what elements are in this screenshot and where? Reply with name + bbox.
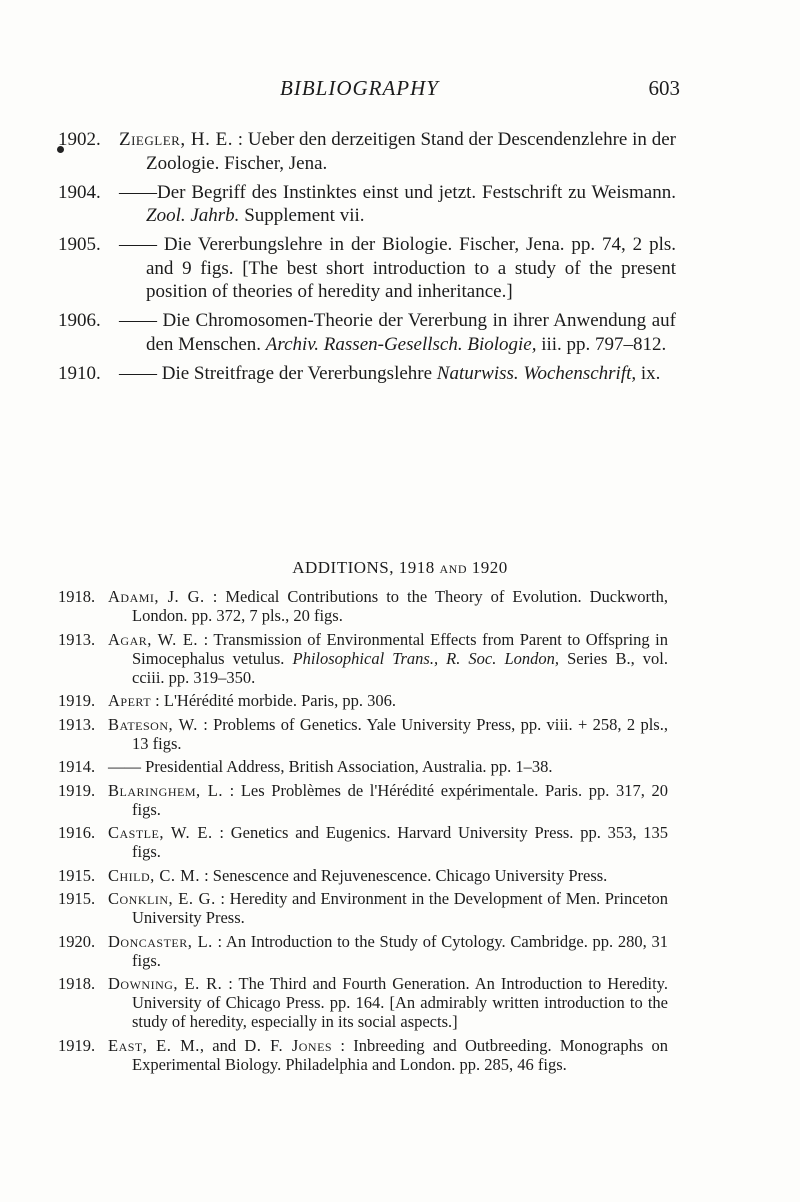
entry-year: 1906. (58, 310, 101, 331)
entry-author: Ziegler, H. E. (119, 129, 233, 150)
entry-text (108, 974, 668, 1031)
entry-year: 1918. (58, 587, 96, 606)
bibliography-entry (0, 128, 800, 175)
entry-segment: : Problems of Genetics. Yale University Press, pp. viii. + 258, 2 pls., 13 figs. (132, 714, 668, 753)
bibliography-entry (0, 757, 800, 776)
bibliography-entry (0, 309, 800, 356)
entry-author: Blaringhem, L. (108, 780, 223, 800)
entry-year: 1905. (58, 234, 101, 255)
entry-text (108, 931, 668, 970)
entry-segment: : Les Problèmes de l'Hérédité expérimentale. Paris. pp. 317, 20 figs. (132, 780, 668, 819)
entry-year: 1910. (58, 362, 101, 384)
entry-text (108, 714, 668, 753)
entry-segment: : Ueber den derzeitigen Stand der Descendenzlehre in der Zoologie. Fischer, Jena. (146, 129, 676, 174)
entry-segment: : L'Hérédité morbide. Paris, pp. 306. (151, 691, 396, 710)
bibliography-entry (0, 181, 800, 228)
entry-journal: Archiv. Rassen-Gesellsch. Biologie, (265, 333, 537, 355)
bibliography-entry (0, 932, 800, 970)
entry-author: Doncaster, L. (108, 931, 213, 951)
bibliography-entry (0, 1036, 800, 1074)
entry-author: Apert (108, 691, 152, 710)
bibliography-entry (0, 781, 800, 819)
entry-year: 1919. (58, 691, 96, 710)
entry-year: 1919. (58, 1035, 96, 1055)
additions-list (0, 587, 800, 1078)
bibliography-entry (0, 866, 800, 885)
entry-segment: : Genetics and Eugenics. Harvard University Press. pp. 353, 135 figs. (132, 823, 668, 861)
bibliography-entry (0, 233, 800, 304)
entry-segment: ——Der Begriff des Instinktes einst und jetzt. Festschrift zu Weismann. (119, 181, 676, 203)
entry-segment: : An Introduction to the Study of Cytology. Cambridge. pp. 280, 31 figs. (132, 931, 668, 970)
entry-text (119, 233, 676, 304)
entry-year: 1915. (58, 889, 96, 908)
entry-segment: —— Die Vererbungslehre in der Biologie. Fischer, Jena. pp. 74, 2 pls. and 9 figs. [The best short introduction to a study of the present position of theories of heredity and inheritance.] (119, 234, 676, 302)
bibliography-entry (0, 889, 800, 927)
entry-year: 1913. (58, 714, 96, 734)
entry-journal: Zool. Jahrb. (146, 205, 240, 226)
entry-segment: —— Presidential Address, British Association, Australia. pp. 1–38. (108, 757, 553, 776)
entry-text (119, 128, 676, 175)
entry-text (119, 362, 676, 386)
entry-text (108, 691, 668, 710)
bibliography-entry (0, 587, 800, 625)
entry-year: 1902. (58, 129, 101, 150)
bibliography-entry (0, 974, 800, 1031)
entry-segment: iii. pp. 797–812. (536, 333, 667, 355)
entry-author: Child, C. M. (108, 865, 200, 885)
entry-segment: : Senescence and Rejuvenescence. Chicago University Press. (199, 865, 608, 885)
bibliography-entry (0, 691, 800, 710)
entry-author: Conklin, E. G. (108, 889, 216, 908)
entry-segment: Supplement vii. (239, 205, 365, 226)
entry-year: 1904. (58, 181, 101, 203)
entry-segment: —— Die Chromosomen-Theorie der Vererbung in ihrer Anwendung auf den Menschen. (119, 310, 676, 355)
entry-year: 1915. (58, 865, 96, 885)
entry-segment: , and (199, 1035, 245, 1055)
bibliography-list (0, 128, 800, 391)
page-number: 603 (648, 76, 680, 100)
entry-text (108, 587, 668, 625)
entry-text (108, 629, 668, 687)
entry-segment: : Medical Contributions to the Theory of Evolution. Duckworth, London. pp. 372, 7 pls., 20 figs. (132, 587, 668, 625)
entry-text (108, 780, 668, 819)
entry-year: 1913. (58, 629, 96, 649)
entry-author: Agar, W. E. (108, 629, 199, 649)
entry-segment: ix. (636, 362, 661, 384)
entry-author: East, E. M. (108, 1035, 200, 1055)
entry-segment: : The Third and Fourth Generation. An Introduction to Heredity. University of Chicago Press. pp. 164. [An admirably written introduction to the study of heredity, especially in its social aspects.] (132, 974, 668, 1031)
entry-segment: : Inbreeding and Outbreeding. Monographs on Experimental Biology. Philadelphia and London. pp. 285, 46 figs. (132, 1035, 668, 1074)
entry-text (108, 757, 668, 776)
entry-year: 1918. (58, 974, 96, 993)
entry-segment: : Heredity and Environment in the Development of Men. Princeton University Press. (132, 889, 668, 927)
bibliography-entry (0, 362, 800, 386)
entry-author: Adami, J. G. (108, 587, 205, 606)
entry-text (108, 823, 668, 861)
entry-journal: Philosophical Trans., R. Soc. London, (292, 648, 559, 668)
entry-year: 1920. (58, 931, 96, 951)
entry-text (108, 1035, 668, 1074)
entry-journal: Naturwiss. Wochenschrift, (436, 362, 637, 384)
entry-text (119, 181, 676, 228)
entry-year: 1919. (58, 780, 96, 800)
entry-segment: —— Die Streitfrage der Vererbungslehre (119, 362, 437, 384)
entry-author: Bateson, W. (108, 714, 198, 734)
running-title: BIBLIOGRAPHY (280, 76, 439, 100)
entry-text (108, 889, 668, 927)
entry-text (108, 865, 668, 885)
entry-year: 1916. (58, 823, 96, 842)
entry-year: 1914. (58, 757, 96, 776)
entry-author: D. F. Jones (244, 1035, 333, 1055)
bibliography-entry (0, 715, 800, 753)
entry-author: Downing, E. R. (108, 974, 223, 993)
entry-segment: Series B., vol. cciii. pp. 319–350. (132, 648, 668, 687)
entry-author: Castle, W. E. (108, 823, 213, 842)
entry-segment: : Transmission of Environmental Effects from Parent to Offspring in Simocephalus vetulus. (132, 629, 668, 668)
bibliography-entry (0, 630, 800, 687)
bibliography-entry (0, 823, 800, 861)
entry-text (119, 309, 676, 356)
additions-heading: ADDITIONS, 1918 and 1920 (292, 558, 508, 577)
running-head (110, 76, 680, 106)
